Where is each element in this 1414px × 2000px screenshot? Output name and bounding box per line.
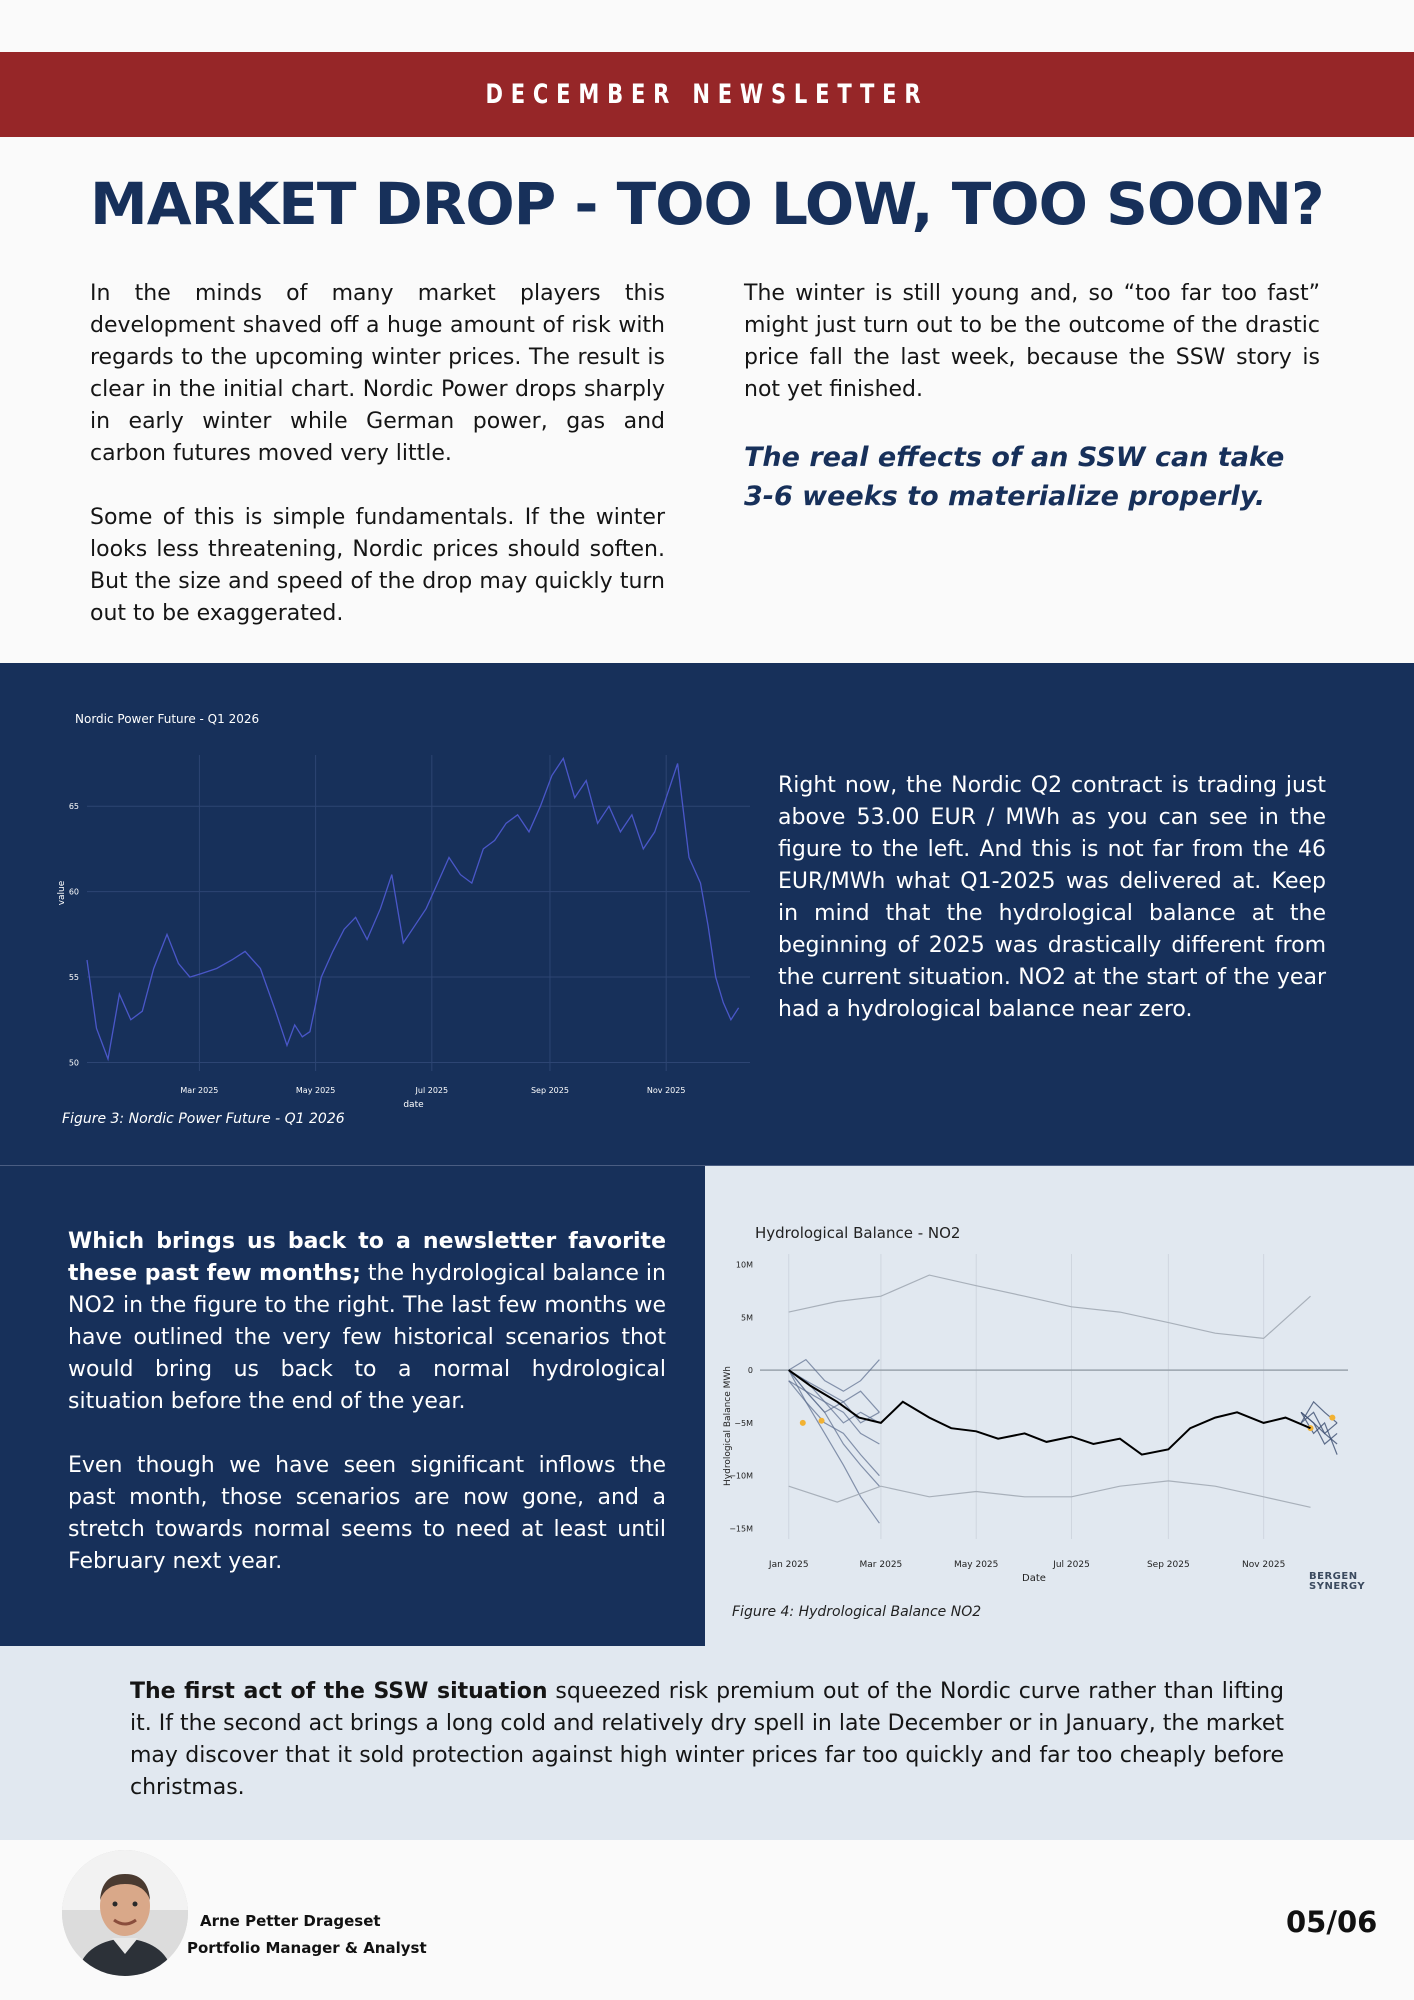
y-tick-label: 55 [68, 973, 79, 983]
hydro-balance-chart-svg [705, 1166, 1414, 1596]
conclusion-rest: squeezed risk premium out of the Nordic curve rather than lifting it. If the second act brings a long cold and relatively dry spell in late December or in January, the market may discover that it sold protection against high winter prices far too quickly and far too cheaply before christmas. [130, 1679, 1284, 1800]
x-tick-label: Sep 2025 [530, 1086, 569, 1095]
nordic-power-chart [0, 663, 760, 1165]
y-axis-label: value [57, 880, 67, 906]
scenario-marker [1329, 1415, 1335, 1421]
pull-quote: The real effects of an SSW can take 3-6 weeks to materialize properly. [744, 442, 1285, 512]
x-tick-label: May 2025 [295, 1086, 336, 1095]
y-tick-label: 0 [747, 1366, 753, 1376]
x-axis-label: date [403, 1100, 424, 1110]
y-axis-label: Hydrological Balance MWh [723, 1366, 733, 1486]
hydro-text-panel [0, 1166, 705, 1646]
author-block [187, 1908, 427, 1962]
x-tick-label: Nov 2025 [646, 1086, 686, 1095]
page-number: 05/06 [1286, 1905, 1378, 1939]
intro-left-column [90, 278, 665, 662]
y-tick-label: 60 [68, 887, 79, 897]
y-tick-label: 50 [68, 1058, 79, 1068]
upper-series-line [789, 1275, 1311, 1338]
x-tick-label: Jan 2025 [768, 1560, 809, 1570]
figure3-caption: Figure 3: Nordic Power Future - Q1 2026 [62, 1111, 345, 1127]
intro-paragraph: The winter is still young and, so “too far too fast” might just turn out to be the outcome of the drastic price fall the last week, because the SSW story is not yet finished. [744, 281, 1320, 402]
intro-paragraph: Some of this is simple fundamentals. If the winter looks less threatening, Nordic prices should soften. But the size and speed of the drop may quickly turn out to be exaggerated. [90, 505, 665, 626]
author-role: Portfolio Manager & Analyst [187, 1939, 427, 1957]
bergen-synergy-logo: BERGEN SYNERGY [1309, 1571, 1366, 1592]
hydro-lead-bold: Which brings us back to a newsletter favorite these past few months; [68, 1229, 666, 1286]
hydro-paragraph: Even though we have seen significant inflows the past month, those scenarios are now gone, and a stretch towards normal seems to need at least until February next year. [68, 1453, 666, 1574]
intro-paragraph: In the minds of many market players this development shaved off a huge amount of risk with regards to the upcoming winter prices. The result is clear in the initial chart. Nordic Power drops sharply in early winter while German power, gas and carbon futures moved very little. [90, 281, 665, 466]
conclusion-panel [0, 1646, 1414, 1840]
scenario-marker [819, 1418, 825, 1424]
author-avatar [62, 1850, 188, 1976]
chart-title: Hydrological Balance - NO2 [755, 1224, 961, 1242]
hydro-paragraph [68, 1226, 666, 1418]
x-tick-label: Jul 2025 [1053, 1560, 1090, 1570]
y-tick-label: −15M [729, 1524, 753, 1534]
banner-label: DECEMBER NEWSLETTER [485, 79, 929, 110]
figure3-side-text: Right now, the Nordic Q2 contract is trading just above 53.00 EUR / MWh as you can see in the figure to the left. And this is not far from the 46 EUR/MWh what Q1-2025 was delivered at. Keep in mind that the hydrological balance at the beginning of 2025 was drastically different from the current situation. NO2 at the start of the year had a hydrological balance near zero. [778, 773, 1326, 1022]
x-tick-label: Nov 2025 [1241, 1560, 1286, 1570]
page-title: MARKET DROP - TOO LOW, TOO SOON? [90, 170, 1324, 238]
x-tick-label: Sep 2025 [1146, 1560, 1190, 1570]
chart-title: Nordic Power Future - Q1 2026 [75, 712, 260, 726]
x-axis-label: Date [1022, 1573, 1046, 1584]
figure3-band [0, 663, 1414, 1165]
author-name: Arne Petter Drageset [200, 1912, 381, 1930]
hydro-lead-rest: the hydrological balance in NO2 in the figure to the right. The last few months we have outlined the very few historical scenarios thot would bring us back to a normal hydrological situation before the end of the year. [68, 1261, 666, 1414]
newsletter-banner [0, 52, 1414, 137]
x-tick-label: May 2025 [954, 1560, 999, 1570]
x-tick-label: Jul 2025 [415, 1086, 449, 1095]
x-tick-label: Mar 2025 [180, 1086, 219, 1095]
lower-series-line [789, 1481, 1311, 1507]
conclusion-paragraph [130, 1676, 1284, 1804]
scenario-line [789, 1370, 880, 1412]
hydro-chart-panel [705, 1166, 1414, 1646]
y-tick-label: 10M [735, 1260, 753, 1270]
figure4-caption: Figure 4: Hydrological Balance NO2 [732, 1604, 982, 1620]
nordic-power-chart-svg [0, 663, 760, 1123]
y-tick-label: −10M [729, 1471, 753, 1481]
scenario-marker [800, 1420, 806, 1426]
y-tick-label: −5M [734, 1418, 753, 1428]
price-line [87, 758, 739, 1059]
intro-right-column [744, 278, 1320, 516]
y-tick-label: 65 [68, 802, 79, 812]
conclusion-bold: The first act of the SSW situation [130, 1679, 548, 1704]
y-tick-label: 5M [741, 1313, 753, 1323]
x-tick-label: Mar 2025 [859, 1560, 903, 1570]
scenario-line [789, 1370, 880, 1523]
current-series-line [789, 1370, 1311, 1455]
